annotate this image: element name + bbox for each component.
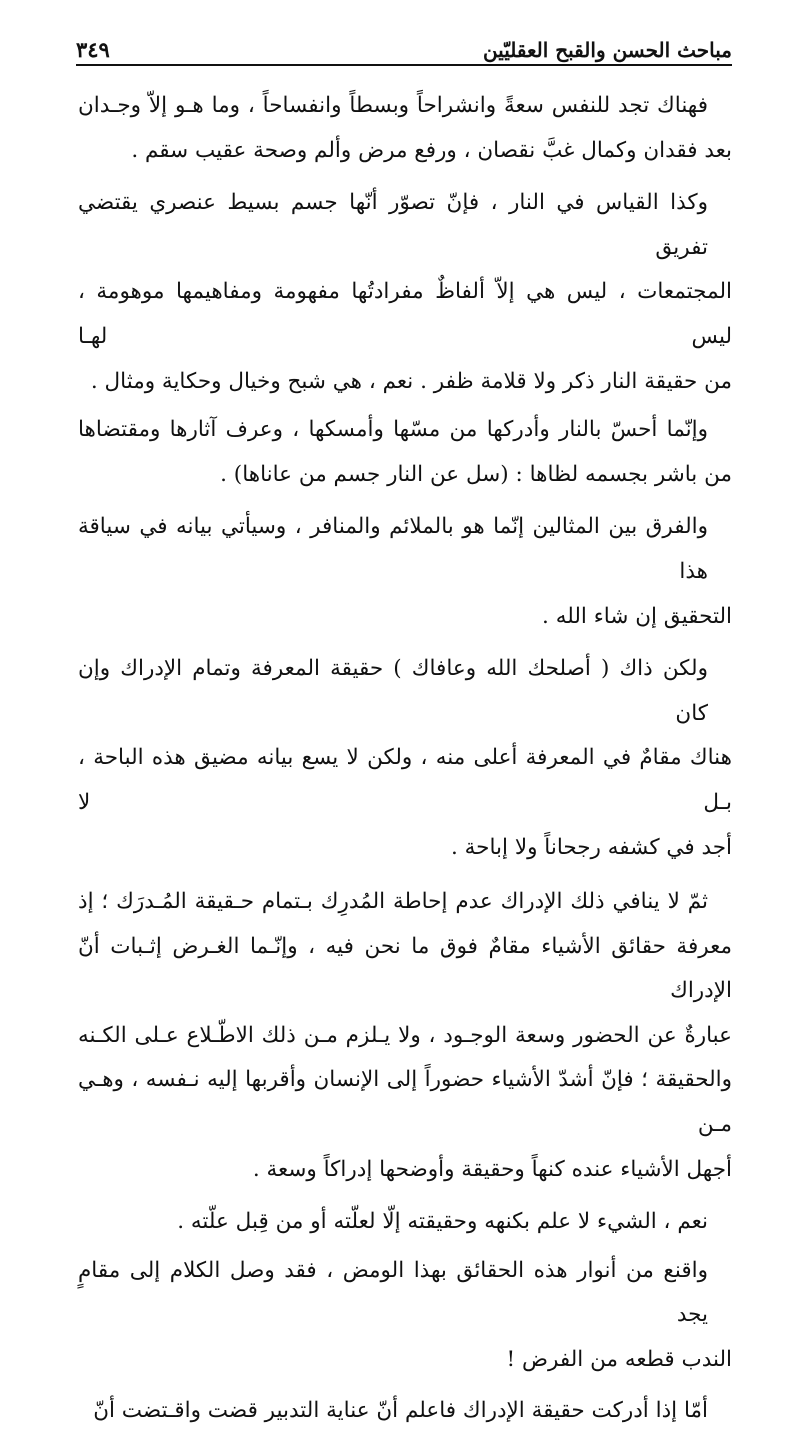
text-line: عبارةٌ عن الحضور وسعة الوجـود ، ولا يـلزم مـن ذلك الاطّـلاع عـلى الكـنه bbox=[78, 1022, 732, 1048]
body-text bbox=[78, 84, 732, 1433]
paragraph bbox=[78, 647, 732, 870]
text-line: الندب قطعه من الفرض ! bbox=[506, 1347, 732, 1373]
text-line: وكذا القياس في النار ، فإنّ تصوّر أنّها جسم بسيط عنصري يقتضي تفريق bbox=[78, 190, 708, 260]
text-line: من حقيقة النار ذكر ولا قلامة ظفر . نعم ، هي شبح وخيال وحكاية ومثال . bbox=[90, 368, 732, 394]
text-line: التحقيق إن شاء الله . bbox=[542, 603, 732, 629]
text-line: فهناك تجد للنفس سعةً وانشراحاً وبسطاً وانفساحاً ، وما هـو إلاّ وجـدان bbox=[78, 93, 708, 118]
text-line: أجهل الأشياء عنده كنهاً وحقيقة وأوضحها إدراكاً وسعة . bbox=[252, 1156, 732, 1182]
text-line: نعم ، الشيء لا علم بكنهه وحقيقته إلّا لعلّته أو من قِبل علّته . bbox=[177, 1209, 708, 1235]
text-line: والفرق بين المثالين إنّما هو بالملائم والمنافر ، وسيأتي بيانه في سياقة هذا bbox=[78, 514, 708, 584]
text-line: ثمّ لا ينافي ذلك الإدراك عدم إحاطة المُدرِك بـتمام حـقيقة المُـدرَك ؛ إذ bbox=[78, 889, 708, 915]
paragraph bbox=[78, 1200, 732, 1245]
text-line: بعد فقدان وكمال غبَّ نقصان ، ورفع مرض وألم وصحة عقيب سقم . bbox=[131, 137, 732, 163]
text-line: والحقيقة ؛ فإنّ أشدّ الأشياء حضوراً إلى الإنسان وأقربها إليه نـفسه ، وهـي مـن bbox=[78, 1067, 732, 1138]
text-line: واقنع من أنوار هذه الحقائق بهذا الومض ، فقد وصل الكلام إلى مقامٍ يجد bbox=[78, 1257, 708, 1328]
text-line: معرفة حقائق الأشياء مقامٌ فوق ما نحن فيه ، وإنّـما الغـرض إثـبات أنّ الإدراك bbox=[78, 933, 732, 1004]
paragraph bbox=[78, 880, 732, 1192]
paragraph bbox=[78, 181, 732, 404]
text-line: وإنّما أحسّ بالنار وأدركها من مسّها وأمسكها ، وعرف آثارها ومقتضاها bbox=[78, 417, 708, 443]
text-line: المجتمعات ، ليس هي إلاّ ألفاظٌ مفرادتُها مفهومة ومفاهيمها موهومة ، ليس لهـا bbox=[78, 279, 732, 349]
text-line: هناك مقامٌ في المعرفة أعلى منه ، ولكن لا يسع بيانه مضيق هذه الباحة ، بـل لا bbox=[78, 745, 732, 815]
paragraph bbox=[78, 84, 732, 173]
running-title: مباحث الحسن والقبح العقليّين bbox=[482, 38, 732, 62]
text-line: من باشر بجسمه لظاها : (سل عن النار جسم من عاناها) . bbox=[220, 461, 732, 487]
text-line: أجد في كشفه رجحاناً ولا إباحة . bbox=[450, 834, 732, 860]
text-line: أمّا إذا أدركت حقيقة الإدراك فاعلم أنّ عناية التدبير قضت واقـتضت أنّ bbox=[93, 1397, 708, 1423]
text-line: ولكن ذاك ( أصلحك الله وعافاك ) حقيقة المعرفة وتمام الإدراك وإن كان bbox=[78, 656, 708, 726]
paragraph bbox=[78, 1389, 732, 1433]
page-number: ٣٤٩ bbox=[76, 37, 110, 62]
paragraph bbox=[78, 1249, 732, 1383]
page-header bbox=[76, 26, 732, 66]
paragraph bbox=[78, 505, 732, 639]
paragraph bbox=[78, 408, 732, 497]
